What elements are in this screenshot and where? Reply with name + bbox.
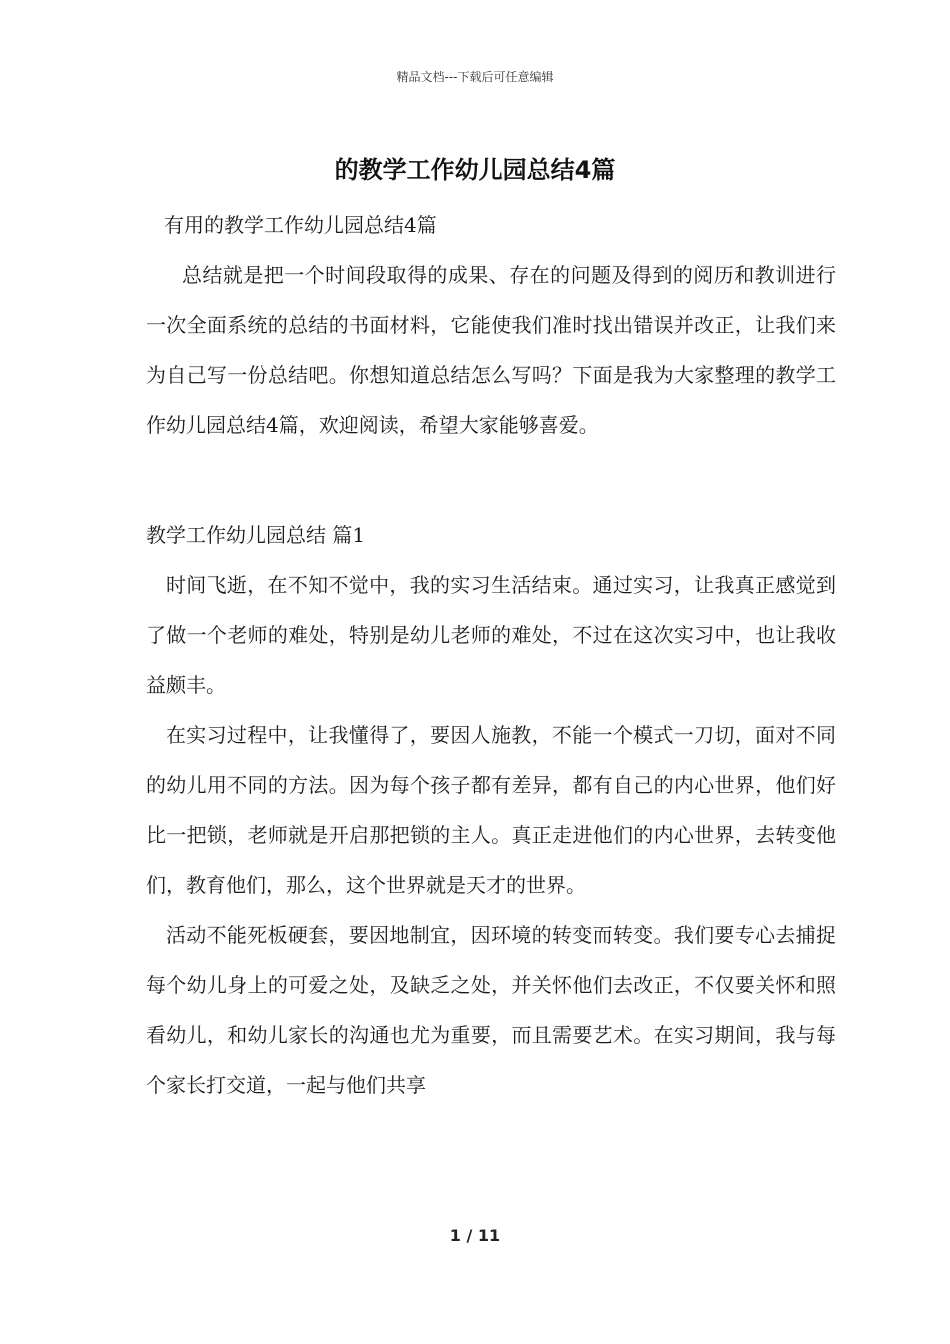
- intro-paragraph: 总结就是把一个时间段取得的成果、存在的问题及得到的阅历和教训进行一次全面系统的总结的书面材料，它能使我们准时找出错误并改正，让我们来为自己写一份总结吧。你想知道总结怎么写吗？下面是我为大家整理的教学工作幼儿园总结4篇，欢迎阅读，希望大家能够喜爱。: [146, 263, 836, 437]
- document-subtitle: 有用的教学工作幼儿园总结4篇: [164, 213, 437, 237]
- page-number: 1 / 11: [449, 1226, 501, 1245]
- header-note: 精品文档---下载后可任意编辑: [396, 70, 554, 84]
- body-paragraph: 活动不能死板硬套，要因地制宜，因环境的转变而转变。我们要专心去捕捉每个幼儿身上的可爱之处，及缺乏之处，并关怀他们去改正，不仅要关怀和照看幼儿，和幼儿家长的沟通也尤为重要，而且需要艺术。在实习期间，我与每个家长打交道，一起与他们共享: [146, 923, 836, 1097]
- paragraph-spacer: [146, 450, 836, 500]
- body-paragraph: 在实习过程中，让我懂得了，要因人施教，不能一个模式一刀切，面对不同的幼儿用不同的方法。因为每个孩子都有差异，都有自己的内心世界，他们好比一把锁，老师就是开启那把锁的主人。真正走进他们的内心世界，去转变他们，教育他们，那么，这个世界就是天才的世界。: [146, 723, 836, 897]
- document-body: [146, 200, 836, 1110]
- section-heading: 教学工作幼儿园总结 篇1: [146, 523, 366, 547]
- body-paragraph: 时间飞逝，在不知不觉中，我的实习生活结束。通过实习，让我真正感觉到了做一个老师的难处，特别是幼儿老师的难处，不过在这次实习中，也让我收益颇丰。: [146, 573, 836, 697]
- document-title: 的教学工作幼儿园总结4篇: [334, 156, 616, 184]
